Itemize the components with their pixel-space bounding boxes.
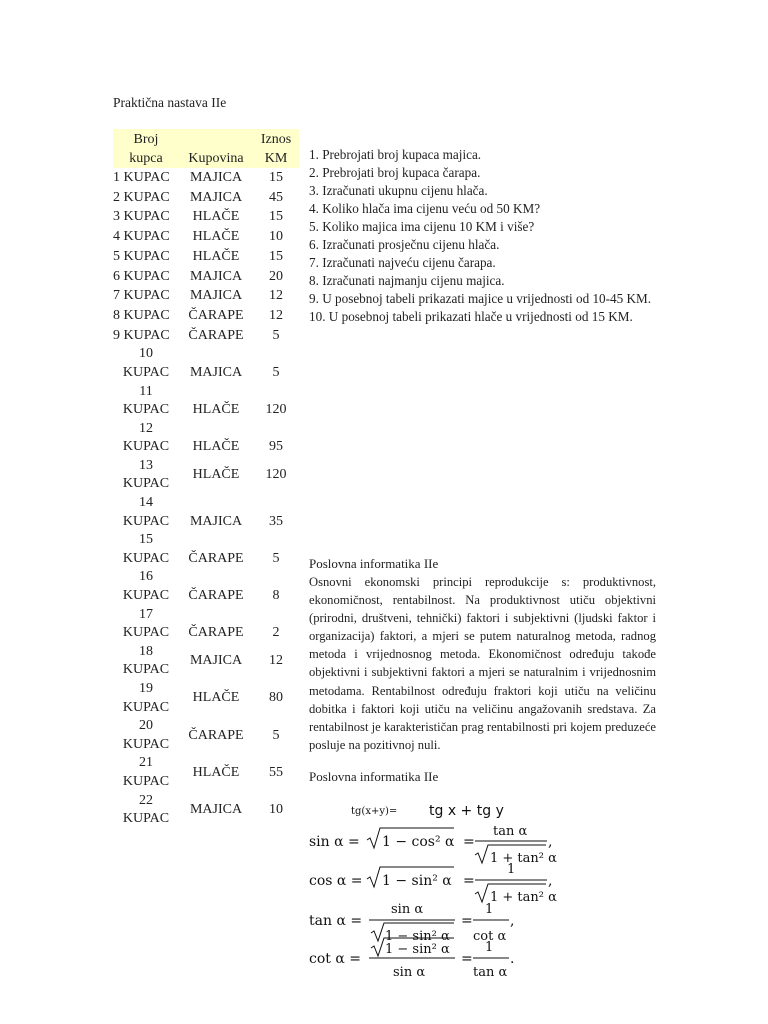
cell-kupovina-text: HLAČE <box>192 690 240 706</box>
cell-iznos-text: 2 <box>272 625 280 641</box>
cell-kupovina-text: HLAČE <box>192 467 240 483</box>
cell-iznos: 10 <box>269 229 283 245</box>
cell-iznos <box>253 680 299 717</box>
svg-text:cot α: cot α <box>473 929 507 944</box>
formula-cut-text: tg(x+y)= <box>351 806 398 817</box>
cell-kupac-word: KUPAC <box>122 513 170 529</box>
table-row <box>113 606 299 643</box>
cell-iznos <box>253 792 299 829</box>
task-item: 1. Prebrojati broj kupaca majica. <box>309 147 482 162</box>
cell-kupac: 1 KUPAC <box>113 170 170 185</box>
cell-kupac: 9 KUPAC <box>113 327 170 343</box>
cell-kupovina <box>179 792 253 829</box>
table-header <box>113 129 299 168</box>
task-item: 8. Izračunati najmanju cijenu majica. <box>309 273 505 288</box>
section-title-2: Poslovna informatika IIe <box>309 769 439 784</box>
cell-iznos <box>253 420 299 457</box>
cell-iznos-text: 10 <box>269 801 283 817</box>
cell-kupac-word: KUPAC <box>122 550 170 566</box>
cell-kupac-num: 21 <box>139 755 153 771</box>
cell-kupac <box>113 643 179 680</box>
cell-iznos-text: 12 <box>269 653 283 669</box>
cell-kupovina <box>179 383 253 420</box>
cell-kupac: 2 KUPAC <box>113 189 170 205</box>
cell-kupac-num: 11 <box>139 383 153 399</box>
task-item: 3. Izračunati ukupnu cijenu hlača. <box>309 183 488 198</box>
cell-kupac: 4 KUPAC <box>113 229 170 245</box>
svg-text:1: 1 <box>507 862 516 877</box>
cell-kupovina: MAJICA <box>189 268 243 284</box>
cell-iznos-text: 80 <box>269 690 283 706</box>
cell-kupovina-text: MAJICA <box>189 653 243 669</box>
cell-kupovina: MAJICA <box>189 288 243 304</box>
cell-kupovina: HLAČE <box>192 229 240 245</box>
formula-sin <box>309 824 557 866</box>
cell-kupac <box>113 494 179 531</box>
cell-kupac-num: 19 <box>139 681 153 697</box>
formula-cos <box>309 862 557 905</box>
cell-iznos <box>253 494 299 531</box>
cell-kupac-word: KUPAC <box>122 402 170 418</box>
cell-kupovina: MAJICA <box>189 170 243 185</box>
table-row <box>113 494 299 531</box>
cell-kupac-num: 12 <box>139 420 153 436</box>
cell-kupac-word: KUPAC <box>122 588 170 604</box>
table-row <box>113 207 299 227</box>
cell-kupac-num: 10 <box>139 346 153 362</box>
cell-iznos <box>253 383 299 420</box>
cell-kupovina-text: HLAČE <box>192 439 240 455</box>
header-text: kupca <box>129 151 163 166</box>
cell-kupovina <box>179 643 253 680</box>
svg-text:tan α: tan α <box>473 965 508 980</box>
task-item: 4. Koliko hlača ima cijenu veću od 50 KM? <box>309 201 541 216</box>
cell-iznos-text: 55 <box>269 764 283 780</box>
cell-iznos <box>253 345 299 382</box>
cell-iznos-text: 120 <box>265 402 287 418</box>
cell-iznos <box>253 643 299 680</box>
cell-kupac <box>113 717 179 754</box>
svg-text:cos α =: cos α = <box>309 873 363 889</box>
table-row <box>113 568 299 605</box>
svg-text:1 − sin² α: 1 − sin² α <box>385 929 450 944</box>
cell-kupac-word: KUPAC <box>122 662 170 678</box>
cell-kupac <box>113 792 179 829</box>
table-row <box>113 457 299 494</box>
cell-kupac-word: KUPAC <box>122 625 170 641</box>
svg-text:1 − sin² α: 1 − sin² α <box>382 873 452 889</box>
svg-text:=: = <box>463 834 475 850</box>
task-item: 7. Izračunati najveću cijenu čarapa. <box>309 255 496 270</box>
cell-kupovina: HLAČE <box>192 248 240 264</box>
svg-text:,: , <box>548 834 553 850</box>
cell-iznos <box>253 568 299 605</box>
cell-iznos: 12 <box>269 288 283 304</box>
cell-kupovina-text: ČARAPE <box>188 727 244 743</box>
table-row <box>113 168 299 188</box>
cell-iznos: 45 <box>269 189 283 205</box>
cell-kupac-word: KUPAC <box>122 699 170 715</box>
cell-kupac-num: 14 <box>139 495 153 511</box>
table-body-wrap <box>113 345 299 828</box>
table-row <box>113 188 299 208</box>
cell-iznos: 15 <box>269 248 283 264</box>
cell-kupac-word: KUPAC <box>122 811 170 827</box>
cell-kupovina: ČARAPE <box>188 327 244 343</box>
cell-iznos <box>253 606 299 643</box>
svg-text:1: 1 <box>485 902 494 917</box>
cell-kupovina <box>179 420 253 457</box>
table-row <box>113 267 299 287</box>
cell-kupovina-text: ČARAPE <box>188 625 244 641</box>
task-item: 6. Izračunati prosječnu cijenu hlača. <box>309 237 500 252</box>
cell-kupovina <box>179 494 253 531</box>
task-item: 5. Koliko majica ima cijenu 10 KM i više? <box>309 219 535 234</box>
cell-kupac: 3 KUPAC <box>113 209 170 225</box>
cell-kupac <box>113 606 179 643</box>
header-text: Broj <box>133 132 159 147</box>
cell-kupovina <box>179 568 253 605</box>
svg-text:=: = <box>461 913 473 929</box>
header-text: Kupovina <box>188 151 244 166</box>
trig-formulas <box>305 800 565 980</box>
formula-cot <box>309 938 514 980</box>
cell-iznos-text: 5 <box>272 364 280 380</box>
cell-kupac-num: 22 <box>139 792 153 808</box>
cell-iznos-text: 120 <box>265 467 287 483</box>
svg-text:1 + tan² α: 1 + tan² α <box>490 890 557 905</box>
table-row <box>113 754 299 791</box>
header-text: Iznos <box>260 132 292 147</box>
cell-kupac <box>113 345 179 382</box>
cell-kupovina <box>179 531 253 568</box>
svg-text:,: , <box>548 873 553 889</box>
cell-kupovina: HLAČE <box>192 209 240 225</box>
body-paragraph: Osnovni ekonomski principi reprodukcije s: produktivnost, ekonomičnost, rentabilnost. Na produktivnost utiču objektivni (prirodni, društveni, tehnički) faktori i subjektivni (ljudski faktor i organizacija) faktori, a mjeri se putem naturalnog metoda, radnog metoda i vrijednosnog metoda. Ekonomičnost određuju takođe objektivni i subjektivni faktori a mjeri se naturalnim i vrijednosnim metodama. Rentabilnost određuju fraktori koji utiču na veličinu dobitka i faktori koji utiču na veličinu angažovanih sredstava. Za rentabilnost je karakterističan prag rentabilnosti pri kojem preduzeće posluje na pozitivnoj nuli. <box>309 575 656 752</box>
cell-kupac-num: 13 <box>139 457 153 473</box>
cell-iznos: 15 <box>269 170 283 185</box>
cell-iznos <box>253 754 299 791</box>
cell-kupac <box>113 420 179 457</box>
cell-kupac-num: 16 <box>139 569 153 585</box>
task-item: 2. Prebrojati broj kupaca čarapa. <box>309 165 481 180</box>
cell-kupac: 5 KUPAC <box>113 248 170 264</box>
cell-kupac-word: KUPAC <box>122 439 170 455</box>
table-row <box>113 383 299 420</box>
table-row <box>113 306 299 326</box>
cell-kupac <box>113 531 179 568</box>
header-iznos <box>253 129 299 168</box>
cell-kupovina <box>179 717 253 754</box>
svg-text:tan α: tan α <box>493 824 528 839</box>
svg-text:.: . <box>510 951 515 967</box>
cell-kupac-word: KUPAC <box>122 476 170 492</box>
cell-kupac-num: 15 <box>139 532 153 548</box>
svg-text:sin α: sin α <box>393 965 426 980</box>
task-item: 10. U posebnoj tabeli prikazati hlače u vrijednosti od 15 KM. <box>309 309 633 324</box>
cell-kupac-num: 17 <box>139 606 153 622</box>
svg-text:1 − cos² α: 1 − cos² α <box>382 834 455 850</box>
cell-kupovina-text: HLAČE <box>192 402 240 418</box>
cell-kupovina-text: ČARAPE <box>188 550 244 566</box>
svg-text:1: 1 <box>485 940 494 955</box>
cell-kupac: 8 KUPAC <box>113 307 170 323</box>
cell-kupovina <box>179 345 253 382</box>
table-row <box>113 717 299 754</box>
cell-kupac <box>113 568 179 605</box>
svg-text:1 + tan² α: 1 + tan² α <box>490 851 557 866</box>
cell-kupac-num: 20 <box>139 718 153 734</box>
cell-kupovina-text: ČARAPE <box>188 588 244 604</box>
cell-iznos: 12 <box>269 307 283 323</box>
svg-text:,: , <box>510 913 515 929</box>
cell-iznos-text: 35 <box>269 513 283 529</box>
cell-kupac-word: KUPAC <box>122 773 170 789</box>
cell-iznos <box>253 531 299 568</box>
cell-kupovina <box>179 680 253 717</box>
cell-kupovina-text: MAJICA <box>189 513 243 529</box>
formula-partial: tg x + tg y <box>429 803 504 819</box>
cell-iznos-text: 5 <box>272 550 280 566</box>
header-text: KM <box>264 151 288 166</box>
svg-text:cot α =: cot α = <box>309 951 361 967</box>
formula-graphic <box>305 800 565 980</box>
cell-iznos: 5 <box>272 327 280 343</box>
cell-kupovina-text: MAJICA <box>189 801 243 817</box>
table-row <box>113 345 299 382</box>
cell-kupac <box>113 383 179 420</box>
header-kupovina <box>179 129 253 168</box>
svg-text:sin α: sin α <box>391 902 424 917</box>
cell-kupovina: ČARAPE <box>188 307 244 323</box>
cell-kupac-word: KUPAC <box>122 364 170 380</box>
cell-iznos-text: 8 <box>272 588 280 604</box>
table-row <box>113 227 299 247</box>
cell-iznos <box>253 457 299 494</box>
cell-iznos-text: 95 <box>269 439 283 455</box>
cell-kupac-word: KUPAC <box>122 736 170 752</box>
cell-kupovina <box>179 606 253 643</box>
purchases-table <box>113 129 299 829</box>
cell-iznos: 15 <box>269 209 283 225</box>
svg-text:tan α =: tan α = <box>309 913 363 929</box>
table-row <box>113 643 299 680</box>
cell-kupac <box>113 754 179 791</box>
header-broj-kupca <box>113 129 179 168</box>
cell-kupac: 7 KUPAC <box>113 288 170 304</box>
section-title-1: Poslovna informatika IIe <box>309 556 439 571</box>
cell-kupovina <box>179 754 253 791</box>
page-title: Praktična nastava IIe <box>113 95 227 110</box>
table-body-single <box>113 168 299 345</box>
cell-iznos <box>253 717 299 754</box>
table-row <box>113 286 299 306</box>
svg-text:sin α =: sin α = <box>309 834 360 850</box>
cell-kupac-num: 18 <box>139 643 153 659</box>
cell-kupovina <box>179 457 253 494</box>
task-item: 9. U posebnoj tabeli prikazati majice u vrijednosti od 10-45 KM. <box>309 291 652 306</box>
table-row <box>113 420 299 457</box>
svg-text:1 − sin² α: 1 − sin² α <box>385 942 450 957</box>
task-list <box>309 146 659 326</box>
table-row <box>113 247 299 267</box>
table-row <box>113 792 299 829</box>
svg-text:=: = <box>463 873 475 889</box>
cell-kupac <box>113 680 179 717</box>
table-row <box>113 680 299 717</box>
svg-text:=: = <box>461 951 473 967</box>
cell-iznos: 20 <box>269 268 283 284</box>
cell-kupac <box>113 457 179 494</box>
cell-kupac: 6 KUPAC <box>113 268 170 284</box>
table-row <box>113 531 299 568</box>
cell-kupovina-text: MAJICA <box>189 364 243 380</box>
table-row <box>113 326 299 346</box>
cell-kupovina-text: HLAČE <box>192 764 240 780</box>
cell-iznos-text: 5 <box>272 727 280 743</box>
cell-kupovina: MAJICA <box>189 189 243 205</box>
